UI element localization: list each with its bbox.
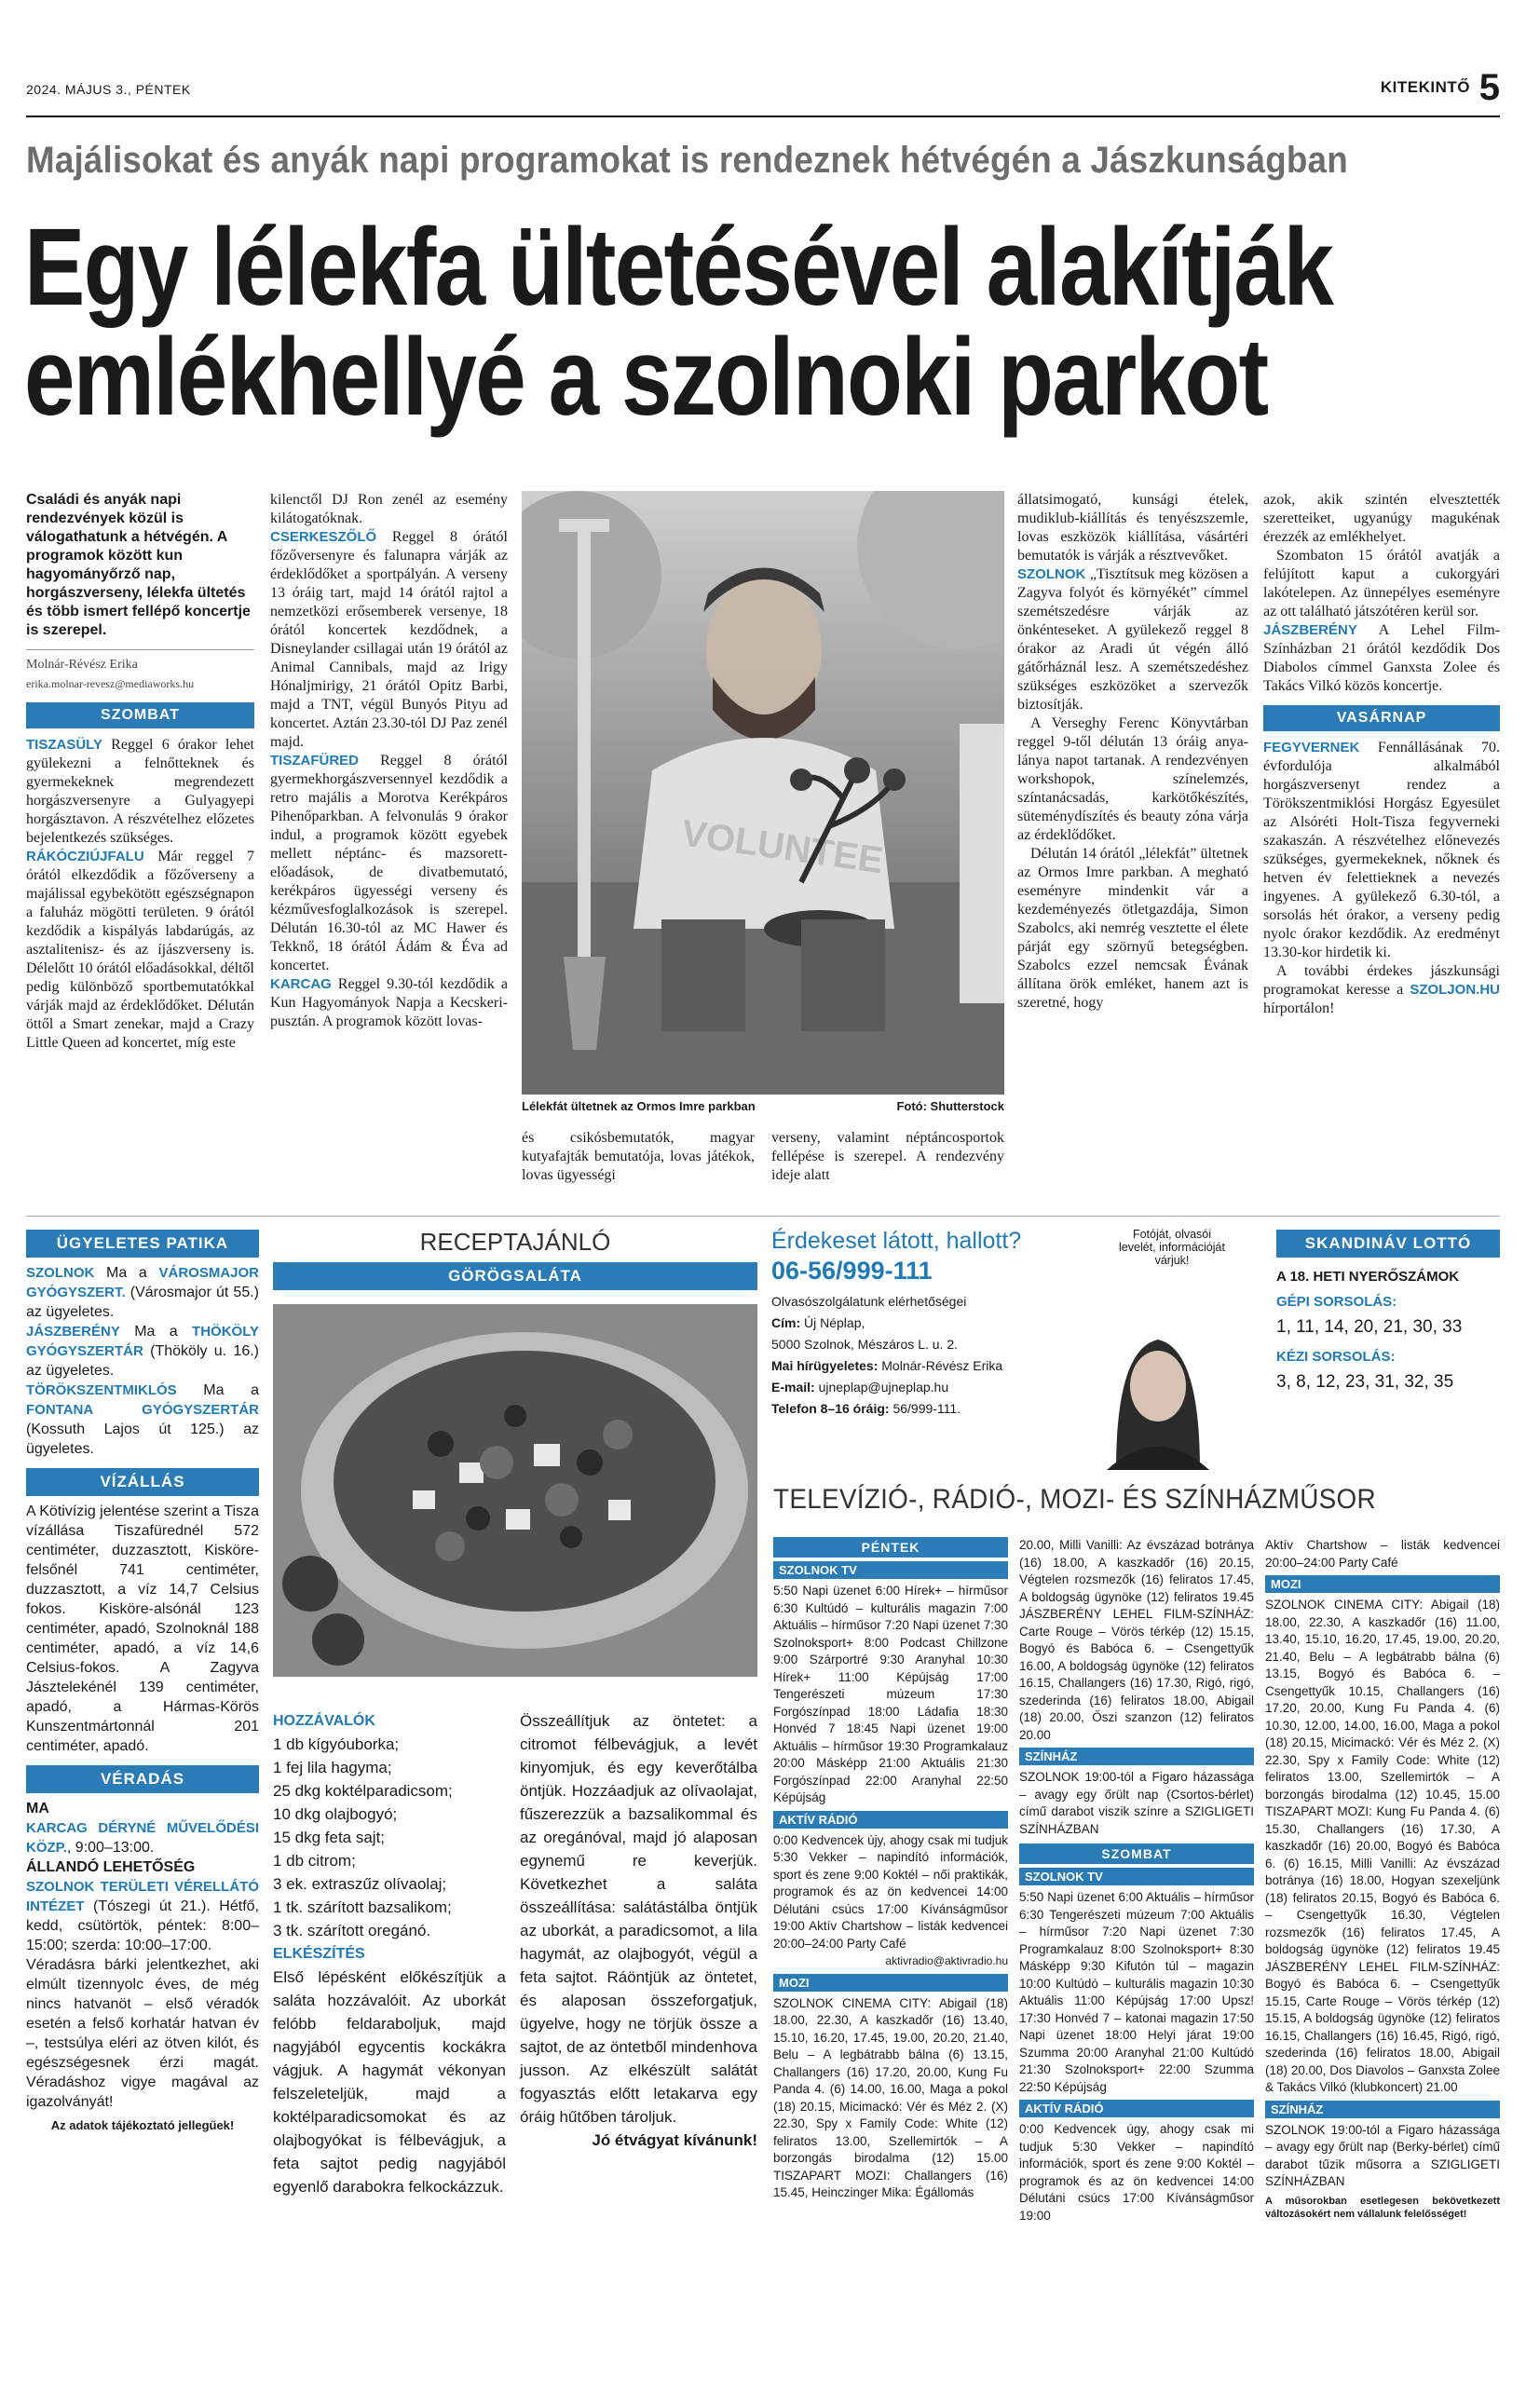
- contact-label: Telefon 8–16 óráig:: [771, 1401, 890, 1416]
- place-tag: TISZASÜLY: [26, 737, 102, 753]
- recipe-ingredients: [273, 1709, 506, 2198]
- contact-email[interactable]: ujneplap@ujneplap.hu: [814, 1380, 949, 1394]
- tv-day-friday: PÉNTEK: [773, 1537, 1008, 1558]
- place-tag: JÁSZBERÉNY: [1263, 622, 1357, 638]
- paragraph: Szombaton 15 órától avatják a felújított kaput a cukorgyári lakótelepen. Az ünnepélyes eseményre az ott található játszótéren kerül sor.: [1263, 548, 1500, 619]
- paragraph: Reggel 9.30-tól kezdődik a Kun Hagyományok Napja a Kecskeri-pusztán. A programok között lovas-: [270, 976, 508, 1029]
- radio-listing: Aktív Chartshow – listák kedvencei 20:00–24:00 Party Café: [1265, 1538, 1500, 1570]
- contact-label: Cím:: [771, 1315, 801, 1330]
- paragraph: állatsimogató, kunsági ételek, mudiklub-kiállítás és tenyészszemle, lovas eszközök kiállítása, vásártéri bemutatók is várják a résztvevőket.: [1017, 492, 1248, 564]
- volunteer-photo-illustration: [522, 491, 1004, 1095]
- text: (Kossuth Lajos út 125.) az ügyeletes.: [26, 1422, 259, 1457]
- place-tag: SZOLNOK: [1017, 566, 1086, 582]
- lotto-machine-numbers: 1, 11, 14, 20, 21, 30, 33: [1276, 1317, 1463, 1337]
- article-kicker: Majálisokat és anyák napi programokat is rendeznek hétvégén a Jászkunságban: [26, 140, 1348, 181]
- place-tag: KARCAG: [26, 1820, 88, 1836]
- recipe-title: RECEPTAJÁNLÓ: [419, 1228, 611, 1256]
- article-photo: [522, 491, 1004, 1095]
- section-name: KITEKINTŐ: [1380, 78, 1470, 96]
- place-tag: JÁSZBERÉNY: [26, 1324, 120, 1340]
- tv-col-1: [773, 1537, 1008, 2202]
- ingredient-item: 1 db citrom;: [273, 1852, 356, 1870]
- paragraph: A további érdekes jászkunsági programokat keresse a: [1263, 963, 1500, 998]
- lotto-box: [1276, 1230, 1500, 1393]
- lotto-hand-numbers: 3, 8, 12, 23, 31, 32, 35: [1276, 1372, 1454, 1392]
- issue-date: 2024. MÁJUS 3., PÉNTEK: [26, 82, 191, 97]
- radio-channel-title: AKTÍV RÁDIÓ: [773, 1811, 1008, 1829]
- cinema-title: MOZI: [773, 1974, 1008, 1992]
- text: (Thököly u. 16.) az ügyeletes.: [26, 1343, 259, 1379]
- theatre-title: SZÍNHÁZ: [1265, 2101, 1500, 2118]
- caption-text: Lélekfát ültetnek az Ormos Imre parkban: [522, 1099, 756, 1113]
- band-saturday: SZOMBAT: [26, 702, 254, 728]
- ingredient-item: 25 dkg koktélparadicsom;: [273, 1782, 453, 1800]
- tv-listing: 5:50 Napi üzenet 6:00 Hírek+ – hírműsor 6:30 Kultúdó – kulturális magazin 7:00 Aktuális – hírműsor 7:20 Napi üzenet 7:30 Szolnoksport+ 8:00 Podcast Chillzone 9:00 Szárportré 9:30 Aranyhal 10:30 Hírek+ 11:00 Képújság 17:00 Tengerészeti múzeum 17:30 Forgószínpad 18:00 Ládafia 18:30 Honvéd 7 18:45 Napi üzenet 19:00 Aktuális – hírműsor 19:30 Programkalauz 20:00 Másképp 21:00 Aktuális 21:30 Forgószínpad 22:00 Aranyhal 22:50 Képújság: [773, 1584, 1008, 1804]
- paragraph: A Lehel Film-Színházban 21 órától kezdődik Dos Diabolos címmel Ganxsta Zolee és Takács Vilkó közös koncertje.: [1263, 622, 1500, 694]
- paragraph: kilenctől DJ Ron zenél az esemény kilátogatóknak.: [270, 492, 508, 526]
- contact-address: 5000 Szolnok, Mészáros L. u. 2.: [771, 1337, 958, 1352]
- contact-value: Új Néplap,: [800, 1315, 865, 1330]
- lotto-hand-label: KÉZI SORSOLÁS:: [1276, 1349, 1396, 1365]
- header-rule: [26, 116, 1500, 117]
- paragraph: Reggel 6 órakor lehet gyülekezni a felnőtteknek és gyermekeknek megrendezett horgászversenyre a Gulyagyepi horgásztavon. A részvételhez előzetes bejelentkezés szükséges.: [26, 737, 254, 846]
- blood-title: VÉRADÁS: [26, 1765, 259, 1793]
- contact-value: Molnár-Révész Erika: [878, 1358, 1003, 1373]
- radio-listing: 0:00 Kedvencek újy, ahogy csak mi tudjuk 5:30 Vekker – napindító információk, sport és zene 9:00 Koktél – női praktikák, programok és az ön kedvencei 14:00 Délutáni csúcs 17:00 Kívánságműsor 19:00 Aktív Chartshow – listák kedvencei 20:00–24:00 Party Café: [773, 1832, 1008, 1951]
- place-tag: SZOLNOK: [26, 1879, 95, 1895]
- article-col-3: és csikósbemutatók, magyar kutyafajták bemutatója, lovas játékok, lovas ügyességi: [522, 1130, 755, 1183]
- contact-value: 56/999-111.: [889, 1401, 961, 1416]
- cinema-listing: SZOLNOK CINEMA CITY: Abigail (18) 18.00, 22.30, A kaszkadőr (16) 13.40, 15.10, 16.20, 17.45, 19.00, 20.20, 21.40, Belu – A legbátrabb bálna (6) 13.15, Challangers (16) 17.20, 20.00, Kung Fu Panda 4. (6) 14.00, 16.00, Maga a pokol (18) 20.15, Micimackó: Vér és Méz 2. (X) 22.30, Spy x Family Code: White (12) feliratos 13.00, Szellemirtók – A borzongás birodalma (12) 15.00 TISZAPART MOZI: Challangers (16) 15.45, Heinczinger Mika: Égállomás: [773, 1995, 1008, 2199]
- contact-label: Mai hírügyeletes:: [771, 1358, 879, 1373]
- lotto-title: SKANDINÁV LOTTÓ: [1276, 1230, 1500, 1258]
- author-name: Molnár-Révész Erika: [26, 658, 138, 672]
- paragraph: Már reggel 7 órától elkezdődik a főzőverseny a majálissal egybekötött egészségnapon a faluház mögötti területen. 9 órától kezdődik a kispályás labdarúgás, az asztalitenisz- és az íjászverseny is. Délelőtt 10 órától előadásokkal, déltől pedig különböző sportbemutatókkal várják majd az érdeklődőket. Délután öttől a Smart zenekar, majd a Crazy Little Queen ad koncertet, míg este: [26, 849, 254, 1051]
- radio-email[interactable]: aktivradio@aktivradio.hu: [885, 1954, 1008, 1967]
- theatre-listing: SZOLNOK 19:00-tól a Figaro házassága – avagy egy őrült nap (Csortos-bérlet) című darabot viszik színre a SZIGLIGETI SZÍNHÁZBAN: [1019, 1770, 1254, 1836]
- paragraph: Fennállásának 70. évfordulója alkalmából horgászversenyt rendez a Törökszentmiklósi Horgász Egyesület az Alsóréti Holt-Tisza fegyverneki szakaszán. A részvételhez előnevezés szükséges, gyermekeknek, nőknek és hetven év felettieknek a nevezés ingyenes. A gyülekező 6.30-tól, a sorsolás hét órakor, a verseny pedig nyolc órakor kezdődik. Az eredményt 13.30-kor hirdetik ki.: [1263, 740, 1500, 960]
- pharmacy-name: THÖKÖLY GYÓGYSZERTÁR: [26, 1324, 259, 1359]
- paragraph: azok, akik szintén elvesztették szeretteiket, ugyanúgy magukénak érezzék az emlékhelyet.: [1263, 492, 1500, 545]
- text: Ma a: [176, 1382, 259, 1398]
- article-col-6: [1263, 491, 1500, 1018]
- lotto-week: A 18. HETI NYERŐSZÁMOK: [1276, 1269, 1460, 1285]
- lotto-machine-label: GÉPI SORSOLÁS:: [1276, 1294, 1397, 1310]
- contact-title: Érdekeset látott, hallott?: [771, 1228, 1022, 1254]
- paragraph: „Tisztítsuk meg közösen a Zagyva folyót és környékét” címmel szemétszedésre várják az önkénteseket. A gyülekező reggel 8 órakor az Aradi út végén álló gátőrháznál lesz. A szemétszedéshez szükséges eszközöket a szervezők biztosítják.: [1017, 566, 1248, 713]
- text: Véradásra bárki jelentkezhet, aki elmúlt tizennyolc éves, de még nincs hatvanöt – első véradók esetén a felső korhatár hatvan év –, testsúlya eléri az ötven kilót, és egészségesnek érzi magát. Véradáshoz vigye magával az igazolványát!: [26, 1957, 259, 2110]
- place-tag: RÁKÓCZIÚJFALU: [26, 849, 144, 864]
- ingredient-item: 3 ek. extraszűz olívaolaj;: [273, 1875, 447, 1893]
- tv-listing: 5:50 Napi üzenet 6:00 Aktuális – hírműsor 6:30 Tengerészeti múzeum 7:00 Aktuális – hírműsor 7:20 Napi üzenet 7:30 Programkalauz 8:00 Szolnoksport+ 8:30 Másképp 9:30 Kifutón túl – magazin 10:00 Kultúdó – kulturális magazin 10:30 Aktuális 11:00 Képújság 17:00 Upsz! 17:30 Honvéd 7 – katonai magazin 17:50 Napi üzenet 18:00 Helyi járat 19:00 Szumma 20:00 Aranyhal 21:00 Kultúdó 21:30 Szolnoksport+ 22:00 Szumma 22:50 Képújság: [1019, 1890, 1254, 2094]
- preparation-title: ELKÉSZÍTÉS: [273, 1946, 365, 1962]
- place-tag: FEGYVERNEK: [1263, 740, 1360, 755]
- text: Ma a: [119, 1324, 193, 1340]
- recipe-name: GÖRÖGSALÁTA: [273, 1262, 757, 1290]
- contact-label: E-mail:: [771, 1380, 815, 1394]
- article-col-2: [270, 491, 508, 1031]
- preparation-text: Első lépésként előkészítjük a saláta hozzávalóit. Az uborkát felóbb feldaraboljuk, majd nagyjából egycentis kockákra vágjuk. A hagymát vékonyan felszeleteljük, majd a koktélparadicsomokat és az olajbogyókat is félbevágjuk, a feta sajtot pedig nagyjából egyenlő darabokra felkockázzuk.: [273, 1968, 506, 2196]
- band-sunday: VASÁRNAP: [1263, 705, 1500, 731]
- salad-bowl-illustration: [273, 1304, 757, 1677]
- cinema-title: MOZI: [1265, 1575, 1500, 1593]
- paragraph: Délután 14 órától „lélekfát” ültetnek az Ormos Imre parkban. A megható eseményre mindenkit vár a kezdeményezés ötletgazdája, Simon Szabolcs, aki nemrég vesztette el élete párját egy szörnyű betegségben. Szabolcs ezzel nemcsak Évának állítana örök emléket, hanem azt is szeretné, hogy: [1017, 846, 1248, 1011]
- recipe-photo: [273, 1304, 757, 1677]
- place-tag: CSERKESZŐLŐ: [270, 529, 377, 545]
- paragraph: A Verseghy Ferenc Könyvtárban reggel 9-től délután 13 óráig anya-lánya napot tartanak. A rendezvényen workshopok, színelemzés, színtanácsadás, karkötőkészítés, süteménydíszítés és beauty zóna várja az érdeklődőket.: [1017, 715, 1248, 843]
- sidebar-left: [26, 1230, 259, 2135]
- ingredient-item: 15 dkg feta sajt;: [273, 1829, 386, 1846]
- tv-day-saturday: SZOMBAT: [1019, 1843, 1254, 1864]
- ingredient-item: 3 tk. szárított oregánó.: [273, 1922, 431, 1939]
- recipe-box: [273, 1228, 757, 1290]
- radio-listing: 0:00 Kedvencek úgy, ahogy csak mi tudjuk 5:30 Vekker – napindító információk, sport és zene 9:00 Koktél – programok és az ön kedvencei 14:00 Délutáni csúcs 17:00 Kívánságműsor 19:00: [1019, 2122, 1254, 2223]
- tv-channel-title: SZOLNOK TV: [773, 1561, 1008, 1579]
- venue-name: DÉRYNÉ MŰVELŐDÉSI KÖZP.: [26, 1820, 259, 1856]
- article-col-5: [1017, 491, 1248, 1013]
- pharmacy-name: VÁROSMAJOR GYÓGYSZERT.: [26, 1265, 259, 1300]
- tv-disclaimer: A műsorokban esetlegesen bekövetkezett változásokért nem vállalunk felelősséget!: [1265, 2195, 1500, 2220]
- ingredient-item: 1 fej lila hagyma;: [273, 1759, 392, 1776]
- place-tag: TISZAFÜRED: [270, 753, 359, 769]
- pharmacy-name: FONTANA GYÓGYSZERTÁR: [26, 1402, 259, 1418]
- contact-line: Olvasószolgálatunk elérhetőségei: [771, 1294, 967, 1309]
- contact-phone[interactable]: 06-56/999-111: [771, 1257, 933, 1285]
- contact-invitation: Fotóját, olvasói levelét, információját várjuk!: [1119, 1228, 1225, 1267]
- blood-today: MA: [26, 1801, 49, 1816]
- article-headline: [24, 206, 1493, 439]
- author-email[interactable]: erika.molnar-revesz@mediaworks.hu: [26, 677, 195, 690]
- tv-channel-title: SZOLNOK TV: [1019, 1868, 1254, 1885]
- theatre-title: SZÍNHÁZ: [1019, 1748, 1254, 1765]
- ingredient-item: 1 tk. szárított bazsalikom;: [273, 1898, 452, 1916]
- cinema-listing: 20.00, Milli Vanilli: Az évszázad botránya (16) 18.00, A kaszkadőr (16) 20.15, Végtelen rozsmezők (16) feliratos 17.45, A boldogság ügynöke (12) feliratos 19.45 JÁSZBERÉNY LEHEL FILM-SZÍNHÁZ: Carte Rouge – Vörös térkép (12) 15.15, Bogyó és Babóca 6. – Csengettyűk 16.00, A boldogság ügynöke (12) feliratos 16.15, Challangers (16) 17.30, Rigó, rigó, szederinda (16) feliratos 18.00, Abigail (18) 20.00, Őszi szanzon (12) feliratos 20.00: [1019, 1538, 1254, 1742]
- svg-text:VOLUNTEE: VOLUNTEE: [678, 812, 886, 882]
- recipe-signoff: Jó étvágyat kívánunk!: [592, 2131, 757, 2149]
- tv-title: TELEVÍZIÓ-, RÁDIÓ-, MOZI- ÉS SZÍNHÁZMŰSOR: [773, 1484, 1376, 1515]
- preparation-text: Összeállítjuk az öntetet: a citromot félbevágjuk, a levét kinyomjuk, és egy keverőtálba öntjük. Hozzáadjuk az olívaolajat, fűszerezzük a bazsalikommal és az oregánóval, majd jó alaposan egynemű re keverjük. Következhet a saláta összeállítása: salátástálba öntjük az uborkát, a paradicsomot, a lila hagymát, az olajbogyót, végül a feta sajtot. Ráöntjük az öntetet, és alaposan összeforgatjuk, ügyelve, hogy ne törjük össze a sajtot, de az öntetből mindenhova jusson. Az elkészült salátát fogyasztás előtt letakarva egy óráig hűtőben tároljuk.: [520, 1712, 757, 2126]
- ingredients-title: HOZZÁVALÓK: [273, 1713, 375, 1729]
- page-number: 5: [1478, 67, 1500, 108]
- section-divider: [26, 1216, 1500, 1217]
- contact-box: [771, 1228, 1247, 1470]
- recipe-preparation-2: [520, 1709, 757, 2152]
- photo-caption: [522, 1099, 1004, 1113]
- paragraph: hírportálon!: [1263, 1000, 1335, 1016]
- article-col-4: verseny, valamint néptáncosportok fellépése is szerepel. A rendezvény ideje alatt: [771, 1130, 1004, 1183]
- pharmacy-title: ÜGYELETES PATIKA: [26, 1230, 259, 1258]
- ingredient-item: 10 dkg olajbogyó;: [273, 1805, 398, 1823]
- theatre-listing: SZOLNOK 19:00-tól a Figaro házassága – avagy egy őrült nap (Berky-bérlet) című darabot tűzik műsorra a SZIGLIGETI SZÍNHÁZBAN: [1265, 2122, 1500, 2188]
- photo-credit: Fotó: Shutterstock: [896, 1099, 1004, 1113]
- tv-col-3: [1265, 1537, 1500, 2221]
- place-tag: SZOLNOK: [26, 1265, 95, 1281]
- website-link[interactable]: SZOLJON.HU: [1410, 982, 1500, 998]
- place-tag: KARCAG: [270, 976, 332, 992]
- ingredient-item: 1 db kígyóuborka;: [273, 1735, 400, 1753]
- blood-permanent: ÁLLANDÓ LEHETŐSÉG: [26, 1859, 196, 1875]
- portrait-illustration: [1079, 1312, 1237, 1470]
- venue-name: TERÜLETI VÉRELLÁTÓ INTÉZET: [26, 1879, 259, 1914]
- disclaimer: Az adatok tájékoztató jellegűek!: [50, 2118, 235, 2132]
- headline-line-2: emlékhellyé a szolnoki parkot: [24, 316, 1268, 439]
- text: Ma a: [94, 1265, 159, 1281]
- text: , 9:00–13:00.: [66, 1840, 155, 1856]
- text: (Tószegi út 21.). Hétfő, kedd, csütörtök, péntek: 8:00–15:00; szerda: 10:00–17:00.: [26, 1898, 259, 1953]
- headline-line-1: Egy lélekfa ültetésével alakítják: [24, 206, 1333, 329]
- paragraph: Reggel 8 órától gyermekhorgászversennyel kezdődik a retro majális a Morotva Kerékpáros Pihenőparkban. A felvonulás 9 órakor indul, a programok között egyebek mellett néptánc- és mazsorett-előadások, de divatbemutató, kerékpáros ügyességi verseny és kézművesfoglalkozások is szerepel. Délután 16.30-tól az MC Hawer és Tekknő, 18 órától Ádám & Éva ad koncertet.: [270, 753, 508, 973]
- water-title: VÍZÁLLÁS: [26, 1468, 259, 1496]
- editor-portrait: [1079, 1312, 1237, 1470]
- cinema-listing: SZOLNOK CINEMA CITY: Abigail (18) 18.00, 22.30, A kaszkadőr (16) 11.00, 13.40, 15.10, 16.20, 17.45, 19.00, 20.20, 21.40, Belu – A legbátrabb bálna (6) 13.15, Bogyó és Babóca 6. – Csengettyűk 10.15, Challangers (16) 17.20, 20.00, Kung Fu Panda 4. (6) 10.30, 12.00, 14.00, 16.00, Maga a pokol (18) 20.15, Micimackó: Vér és Méz 2. (X) 22.30, Spy x Family Code: White (12) feliratos 13.00, Szellemirtók – A borzongás birodalma (12) 10.45, 15.00 TISZAPART MOZI: Kung Fu Panda 4. (6) 15.30, Challangers (16) 17.30, A kaszkadőr (16) 20.00, Bogyó és Babóca 6. (6) 16.15, Milli Vanilli: Az évszázad botránya (16) 18.00, Hogyan szexeljünk (18) feliratos 20.15, Bogyó és Babóca 6. – Csengettyűk 16.30, Végtelen rozsmezők (16) feliratos 17.45, A boldogság ügynöke (12) feliratos 19.45 JÁSZBERÉNY LEHEL FILM-SZÍNHÁZ: Bogyó és Babóca 6. – Csengettyűk 15.15, Carte Rouge – Vörös térkép (12) 15.15, A boldogság ügynöke (12) feliratos 16.15, Challangers (16) 16.45, Rigó, rigó, szederinda (16) feliratos 18.00, Abigail (18) 20.00, Dos Diavolos – Ganxsta Zolee & Takács Vilkó (klubkoncert) 21.00: [1265, 1598, 1500, 2094]
- article-col-1: [26, 491, 254, 1053]
- water-text: A Kötivízig jelentése szerint a Tisza vízállása Tiszafürednél 572 centiméter, duzzasztott, Kisköre-felsőnél 741 centiméter, duzzasztott, a víz 14,7 Celsius fokos. Kisköre-alsónál 123 centiméter, apadó, Szolnoknál 188 centiméter, apadó, a víz 14,6 Celsius-fokos. A Zagyva Jásztelekénél 139 centiméter, apadó, a Hármas-Körös Kunszentmártonnál 201 centiméter, apadó.: [26, 1503, 259, 1754]
- text: (Városmajor út 55.) az ügyeletes.: [26, 1285, 259, 1320]
- paragraph: Reggel 8 órától főzőversenyre és falunapra várják az érdeklődőket a sportpályán. A verseny 13 óráig tart, majd 14 órától rajtol a nemzetközi erősemberek versenye, 18 órától koncertek kezdődnek, a Disneylander csillagai után 19 órától az Animal Cannibals, majd az Irigy Hónaljmirigy, 21 órától Opitz Barbi, majd a TNT, végül Bunyós Pityu ad koncertet. Aztán 23.30-tól DJ Paz zenél majd.: [270, 529, 508, 750]
- tv-col-2: [1019, 1537, 1254, 2224]
- article-lead: Családi és anyák napi rendezvények közül is válogathatunk a hétvégén. A programok között kun hagyományőrző nap, horgászverseny, lélekfa ültetés és több ismert fellépő koncertje is szerepel.: [26, 492, 251, 638]
- byline: [26, 649, 254, 693]
- place-tag: TÖRÖKSZENTMIKLÓS: [26, 1382, 177, 1398]
- ingredients-list: [273, 1733, 506, 1942]
- radio-channel-title: AKTÍV RÁDIÓ: [1019, 2100, 1254, 2117]
